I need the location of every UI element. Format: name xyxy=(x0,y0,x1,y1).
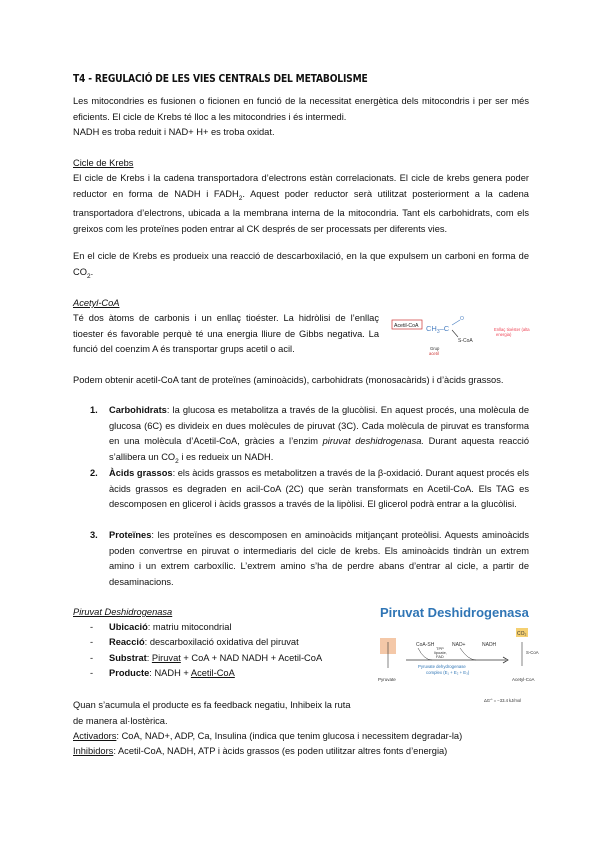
pdh-heading: Piruvat Deshidrogenasa xyxy=(73,607,173,617)
pdh-feedback: Quan s’acumula el producte es fa feedback negatiu, Inhibeix la ruta de manera al·lostèrica. xyxy=(73,700,351,726)
pdh-tpp-label: TPP xyxy=(436,646,444,651)
intro-line-2: NADH es troba reduit i NAD+ H+ es troba oxidat. xyxy=(73,127,275,138)
item-3-number: 3. xyxy=(90,530,98,540)
pdh-footer: ΔG'° = −33.4 kJ/mol xyxy=(484,698,522,703)
item-2-label: Àcids grassos xyxy=(109,468,173,478)
acetyl-red-1: Enllaç tioéster (alta xyxy=(494,327,530,332)
pdh-fig-title: Piruvat Deshidrogenasa xyxy=(380,605,529,620)
inhibitors-label: Inhibidors xyxy=(73,746,114,756)
pdh-item-4-label: Producte xyxy=(109,668,150,678)
pdh-coa-curve xyxy=(418,648,432,660)
item-1-number: 1. xyxy=(90,405,98,415)
item-1-label: Carbohidrats xyxy=(109,405,167,415)
item-2-body xyxy=(109,466,529,513)
item-3-body xyxy=(109,528,529,590)
pdh-nad-curve xyxy=(460,648,476,660)
pdh-item-1-label: Ubicació xyxy=(109,622,148,632)
activators-label: Activadors xyxy=(73,731,117,741)
acetyl-bond-o xyxy=(452,320,460,325)
acetyl-heading: Acetyl-CoA xyxy=(73,298,120,308)
acetyl-bond-s xyxy=(452,330,458,337)
pdh-item-3-label: Substrat xyxy=(109,653,147,663)
item-1-text-c: i es redueix un NADH. xyxy=(178,451,274,462)
krebs-p1-a: El cicle de Krebs i la cadena transportadora d’electrons estàn correlacionats. El cicle de krebs genera poder reductor en forma de NADH i FADH xyxy=(73,173,529,199)
pdh-pyruvate-label: Pyruvate xyxy=(378,677,396,682)
pdh-enzyme-2: complex (E₁ + E₂ + E₃) xyxy=(426,670,470,675)
pdh-enzyme-1: Pyruvate dehydrogenase xyxy=(418,664,466,669)
pdh-item-3-underlined: Piruvat xyxy=(151,653,181,663)
krebs-p2-sub: 2 xyxy=(86,272,91,280)
intro-line-1: Les mitocondries es fusionen o ficionen en funció de la necessitat energètica dels mitocondris i per ser més eficients. El cicle de Krebs té lloc a les mitocondries i és intermedi. xyxy=(73,96,529,122)
acetyl-coa-figure xyxy=(388,312,538,360)
pdh-lipoate-label: lipoate, xyxy=(434,650,447,655)
krebs-p2-a: En el cicle de Krebs es produeix una reacció de descarboxilació, en la que expulsem un carboni en forma de CO xyxy=(73,251,529,277)
pdh-item-4-underlined: Acetil-CoA xyxy=(190,668,235,678)
pdh-item-1-text: : matriu mitocondrial xyxy=(147,622,232,632)
acetyl-bottom-2: acetil xyxy=(429,351,439,356)
pdh-item-3 xyxy=(109,651,322,667)
pdh-item-1 xyxy=(109,620,231,636)
pdh-scoa-label: S-CoA xyxy=(526,650,539,655)
pdh-item-4-text-a: : NADH + xyxy=(149,668,191,678)
pdh-item-2-label: Reacció xyxy=(109,637,145,647)
krebs-p1-b: . Aquest poder reductor serà utilitzat posteriorment a la cadena transportadora d’electrons, ubicada a la membrana interna de la mitocondria. Tant els carbohidrats, com els greixos com les proteïnes poden entrar al CK després de ser processats per diferents vies. xyxy=(73,188,529,234)
sources-intro: Podem obtenir acetil-CoA tant de proteïnes (aminoàcids), carbohidrats (monosacàrids) i d’àcids grassos. xyxy=(73,375,504,385)
acetyl-red-2: energia) xyxy=(496,332,512,337)
activators-text: : CoA, NAD+, ADP, Ca, Insulina (indica que tenim glucosa i necessitem degradar-la) xyxy=(116,731,463,741)
intro-paragraph xyxy=(73,94,529,141)
acetyl-box-label: Acetil-CoA xyxy=(394,323,419,329)
pdh-dash-1: - xyxy=(90,622,94,632)
page-title: T4 - REGULACIÓ DE LES VIES CENTRALS DEL METABOLISME xyxy=(73,73,368,85)
item-1-italic: piruvat deshidrogenasa. xyxy=(322,436,424,447)
pdh-inhibitors xyxy=(73,744,529,760)
acetyl-paragraph: Té dos àtoms de carbonis i un enllaç tioéster. La hidròlisi de l’enllaç tioester és favorable perquè té una energia lliure de Gibbs negativa. La funció del coenzim A és transportar grups acetil o acil. xyxy=(73,313,379,355)
acetyl-o-label: O xyxy=(460,316,464,322)
pdh-fad-label: FAD xyxy=(436,654,444,659)
krebs-p2-b: . xyxy=(90,266,94,277)
pdh-item-3-text-a: : xyxy=(146,653,152,663)
item-3-text-a: : les proteïnes es descomposen en aminoàcids mitjançant proteòlisi. Aquests aminoàcids poden convertrse en piruvat o intermediaris del cicle de krebs. Els aminoàcids tindràn un extrem amino i un extrem carboxílic. L’extrem amino s’ha de perdre abans d’entrar al cicle, a partir de desaminacions. xyxy=(109,530,529,587)
pdh-co2-label: CO₂ xyxy=(517,631,527,637)
acetyl-s-label: S-CoA xyxy=(458,338,473,344)
krebs-p1-sub: 2 xyxy=(238,194,243,202)
pdh-figure xyxy=(376,598,539,708)
pdh-acetyl-label: Acetyl-CoA xyxy=(512,677,535,682)
item-3-label: Proteïnes xyxy=(109,530,152,540)
acetyl-bottom-1: Grup xyxy=(430,346,440,351)
acetyl-formula-left: $CH_3-C$ xyxy=(426,324,450,335)
krebs-paragraph-1 xyxy=(73,171,529,237)
pdh-activators xyxy=(73,729,529,745)
krebs-heading: Cicle de Krebs xyxy=(73,158,134,168)
pdh-dash-4: - xyxy=(90,668,94,678)
inhibitors-text: : Acetil-CoA, NADH, ATP i àcids grassos (es poden utilitzar altres fonts d’energia) xyxy=(113,746,448,756)
item-2-number: 2. xyxy=(90,468,98,478)
item-1-text-b: Durant aquesta reacció s’allibera un CO xyxy=(109,436,529,462)
krebs-paragraph-2 xyxy=(73,249,529,284)
pdh-item-2-text: : descarboxilació oxidativa del piruvat xyxy=(144,637,299,647)
pdh-item-2 xyxy=(109,635,299,651)
pdh-dash-2: - xyxy=(90,637,94,647)
pdh-nadh-label: NADH xyxy=(482,642,497,648)
item-1-body xyxy=(109,403,529,469)
pdh-item-4 xyxy=(109,666,235,682)
pdh-dash-3: - xyxy=(90,653,94,663)
pdh-coa-label: CoA-SH xyxy=(416,642,435,648)
item-2-text-a: : els àcids grassos es metabolitzen a través de la β-oxidació. Durant aquest procés els àcids grassos es degraden en acil-CoA (2C) que seràn transformats en Acetil-CoA. Els TAG es descomposen en glicerol i àcids grassos a través de la lipòlisi. El glicerol podrà entrar a la glucòlisi. xyxy=(109,468,529,510)
pdh-nad-label: NAD+ xyxy=(452,642,466,648)
item-1-sub: 2 xyxy=(175,457,179,465)
pdh-item-3-text-b: + CoA + NAD NADH + Acetil-CoA xyxy=(180,653,323,663)
item-1-text-a: : la glucosa es metabolitza a través de la glucòlisi. En aquest procés, una molècula de glucosa (6C) es divideix en dues molècules de piruvat (3C). Cada molècula de piruvat es transforma en una molècula d’Acetil-CoA, gràcies a l’enzim xyxy=(109,405,529,447)
